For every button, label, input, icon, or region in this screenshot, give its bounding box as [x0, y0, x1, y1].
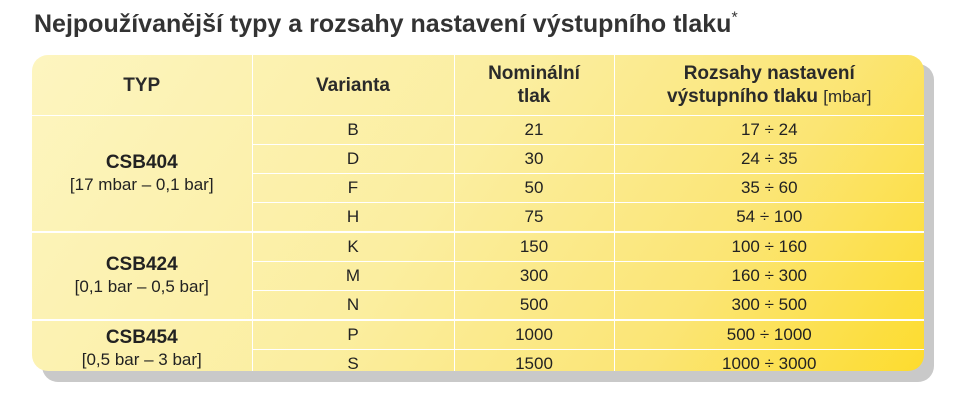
nominal-cell: 21 [454, 116, 614, 145]
header-typ [32, 55, 252, 116]
table-header-row [32, 55, 924, 116]
header-varianta-label: Varianta [316, 74, 390, 96]
range-cell: 1000 ÷ 3000 [722, 354, 817, 371]
range-cell: 160 ÷ 300 [614, 262, 924, 291]
table-row [32, 116, 924, 145]
nominal-cell: 50 [454, 174, 614, 203]
header-nominal-line2: tlak [517, 86, 551, 107]
page-title [34, 10, 738, 39]
range-cell: 500 ÷ 1000 [614, 320, 924, 350]
varianta-cell: P [252, 320, 454, 350]
header-varianta [252, 55, 454, 116]
pressure-table [32, 55, 924, 371]
nominal-cell: 500 [454, 291, 614, 321]
header-nominal [454, 55, 614, 116]
range-cell: 100 ÷ 160 [614, 232, 924, 262]
nominal-cell: 300 [454, 262, 614, 291]
varianta-cell: K [252, 232, 454, 262]
type-name: CSB454 [105, 327, 178, 348]
nominal-cell: 1500 [454, 350, 614, 372]
type-range: [17 mbar – 0,1 bar] [69, 174, 214, 194]
range-cell: 300 ÷ 500 [614, 291, 924, 321]
pressure-table-card [32, 55, 924, 371]
type-cell-csb424 [32, 232, 252, 320]
type-cell-csb404 [32, 116, 252, 233]
table-row [32, 232, 924, 262]
header-range-line1: Rozsahy nastavení [683, 63, 855, 84]
header-range-unit: [mbar] [823, 87, 872, 106]
varianta-cell: F [252, 174, 454, 203]
header-typ-label: TYP [123, 74, 161, 96]
range-cell: 17 ÷ 24 [614, 116, 924, 145]
header-nominal-line1: Nominální [488, 63, 580, 84]
title-text: Nejpoužívanější typy a rozsahy nastavení výstupního tlaku [34, 10, 732, 38]
varianta-cell: M [252, 262, 454, 291]
range-cell: 24 ÷ 35 [614, 145, 924, 174]
varianta-cell: B [252, 116, 454, 145]
type-name: CSB424 [105, 254, 178, 275]
header-range-line2: výstupního tlaku [667, 86, 818, 107]
varianta-cell: H [252, 203, 454, 233]
varianta-cell: S [252, 350, 454, 372]
varianta-cell: D [252, 145, 454, 174]
table-row [32, 320, 924, 350]
nominal-cell: 75 [454, 203, 614, 233]
nominal-cell: 150 [454, 232, 614, 262]
varianta-cell: N [252, 291, 454, 321]
header-range [614, 55, 924, 116]
type-range: [0,1 bar – 0,5 bar] [74, 277, 209, 296]
type-cell-csb454 [32, 320, 252, 371]
type-name: CSB404 [105, 151, 178, 173]
range-cell: 54 ÷ 100 [614, 203, 924, 233]
nominal-cell: 30 [454, 145, 614, 174]
footnote-marker: * [731, 9, 738, 27]
nominal-cell: 1000 [454, 320, 614, 350]
range-cell: 35 ÷ 60 [614, 174, 924, 203]
type-range: [0,5 bar – 3 bar] [81, 350, 202, 369]
